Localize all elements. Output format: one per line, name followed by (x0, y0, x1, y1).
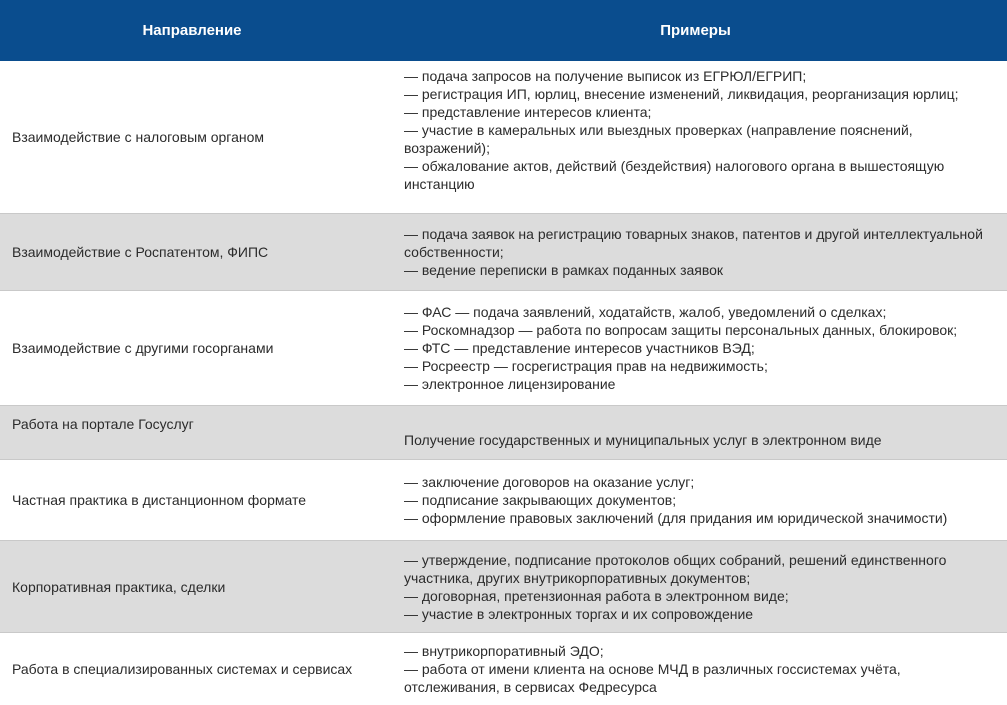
direction-cell: Работа на портале Госуслуг (12, 416, 194, 432)
example-line: — договорная, претензионная работа в электронном виде; (404, 587, 789, 604)
example-line: — обжалование актов, действий (бездействия) налогового органа в вышестоящую (404, 158, 945, 174)
example-line: инстанцию (404, 176, 475, 192)
example-line: отслеживания, в сервисах Федресурса (404, 679, 657, 695)
example-line: участника, других внутрикорпоративных документов; (404, 569, 751, 586)
direction-cell: Взаимодействие с Роспатентом, ФИПС (12, 244, 269, 260)
example-line: возражений); (404, 140, 490, 156)
direction-cell: Частная практика в дистанционном формате (12, 492, 307, 508)
examples-cell (384, 406, 1007, 459)
example-line: — подача заявок на регистрацию товарных знаков, патентов и другой интеллектуальной (404, 226, 983, 242)
examples-cell (384, 214, 1007, 290)
header-examples: Примеры (660, 22, 731, 39)
table-row (0, 61, 1007, 214)
example-line: — Росреестр — госрегистрация прав на недвижимость; (404, 358, 768, 374)
table-header (0, 0, 1007, 61)
example-line: — ведение переписки в рамках поданных заявок (404, 262, 724, 278)
example-line: — участие в камеральных или выездных проверках (направление пояснений, (404, 122, 913, 138)
examples-cell (384, 291, 1007, 405)
direction-cell: Работа в специализированных системах и сервисах (12, 661, 353, 677)
example-line: — внутрикорпоративный ЭДО; (404, 643, 604, 659)
table-row (0, 291, 1007, 406)
example-line: — ФТС — представление интересов участников ВЭД; (404, 340, 755, 356)
example-line: собственности; (404, 244, 504, 260)
examples-cell (384, 541, 1007, 632)
table-row (0, 633, 1007, 705)
examples-cell (384, 633, 1007, 705)
table-row (0, 406, 1007, 460)
example-line: — Роскомнадзор — работа по вопросам защиты персональных данных, блокировок; (404, 322, 958, 338)
example-line: — участие в электронных торгах и их сопровождение (404, 605, 754, 622)
example-line: — ФАС — подача заявлений, ходатайств, жалоб, уведомлений о сделках; (404, 304, 887, 320)
example-line: Получение государственных и муниципальных услуг в электронном виде (404, 431, 882, 448)
example-line: — заключение договоров на оказание услуг; (404, 474, 695, 490)
example-line: — электронное лицензирование (404, 376, 616, 392)
example-line: — представление интересов клиента; (404, 104, 652, 120)
direction-cell: Корпоративная практика, сделки (12, 578, 226, 595)
header-direction: Направление (142, 22, 242, 39)
examples-cell (384, 460, 1007, 540)
table-row (0, 541, 1007, 633)
example-line: — работа от имени клиента на основе МЧД в различных госсистемах учёта, (404, 661, 901, 677)
table-row (0, 460, 1007, 541)
table-row (0, 214, 1007, 291)
example-line: — оформление правовых заключений (для придания им юридической значимости) (404, 510, 948, 526)
direction-cell: Взаимодействие с другими госорганами (12, 340, 274, 356)
direction-cell: Взаимодействие с налоговым органом (12, 129, 265, 145)
example-line: — подписание закрывающих документов; (404, 492, 677, 508)
example-line: — регистрация ИП, юрлиц, внесение изменений, ликвидация, реорганизация юрлиц; (404, 86, 959, 102)
example-line: — подача запросов на получение выписок из ЕГРЮЛ/ЕГРИП; (404, 68, 807, 84)
examples-cell (384, 61, 1007, 213)
example-line: — утверждение, подписание протоколов общих собраний, решений единственного (404, 551, 947, 568)
